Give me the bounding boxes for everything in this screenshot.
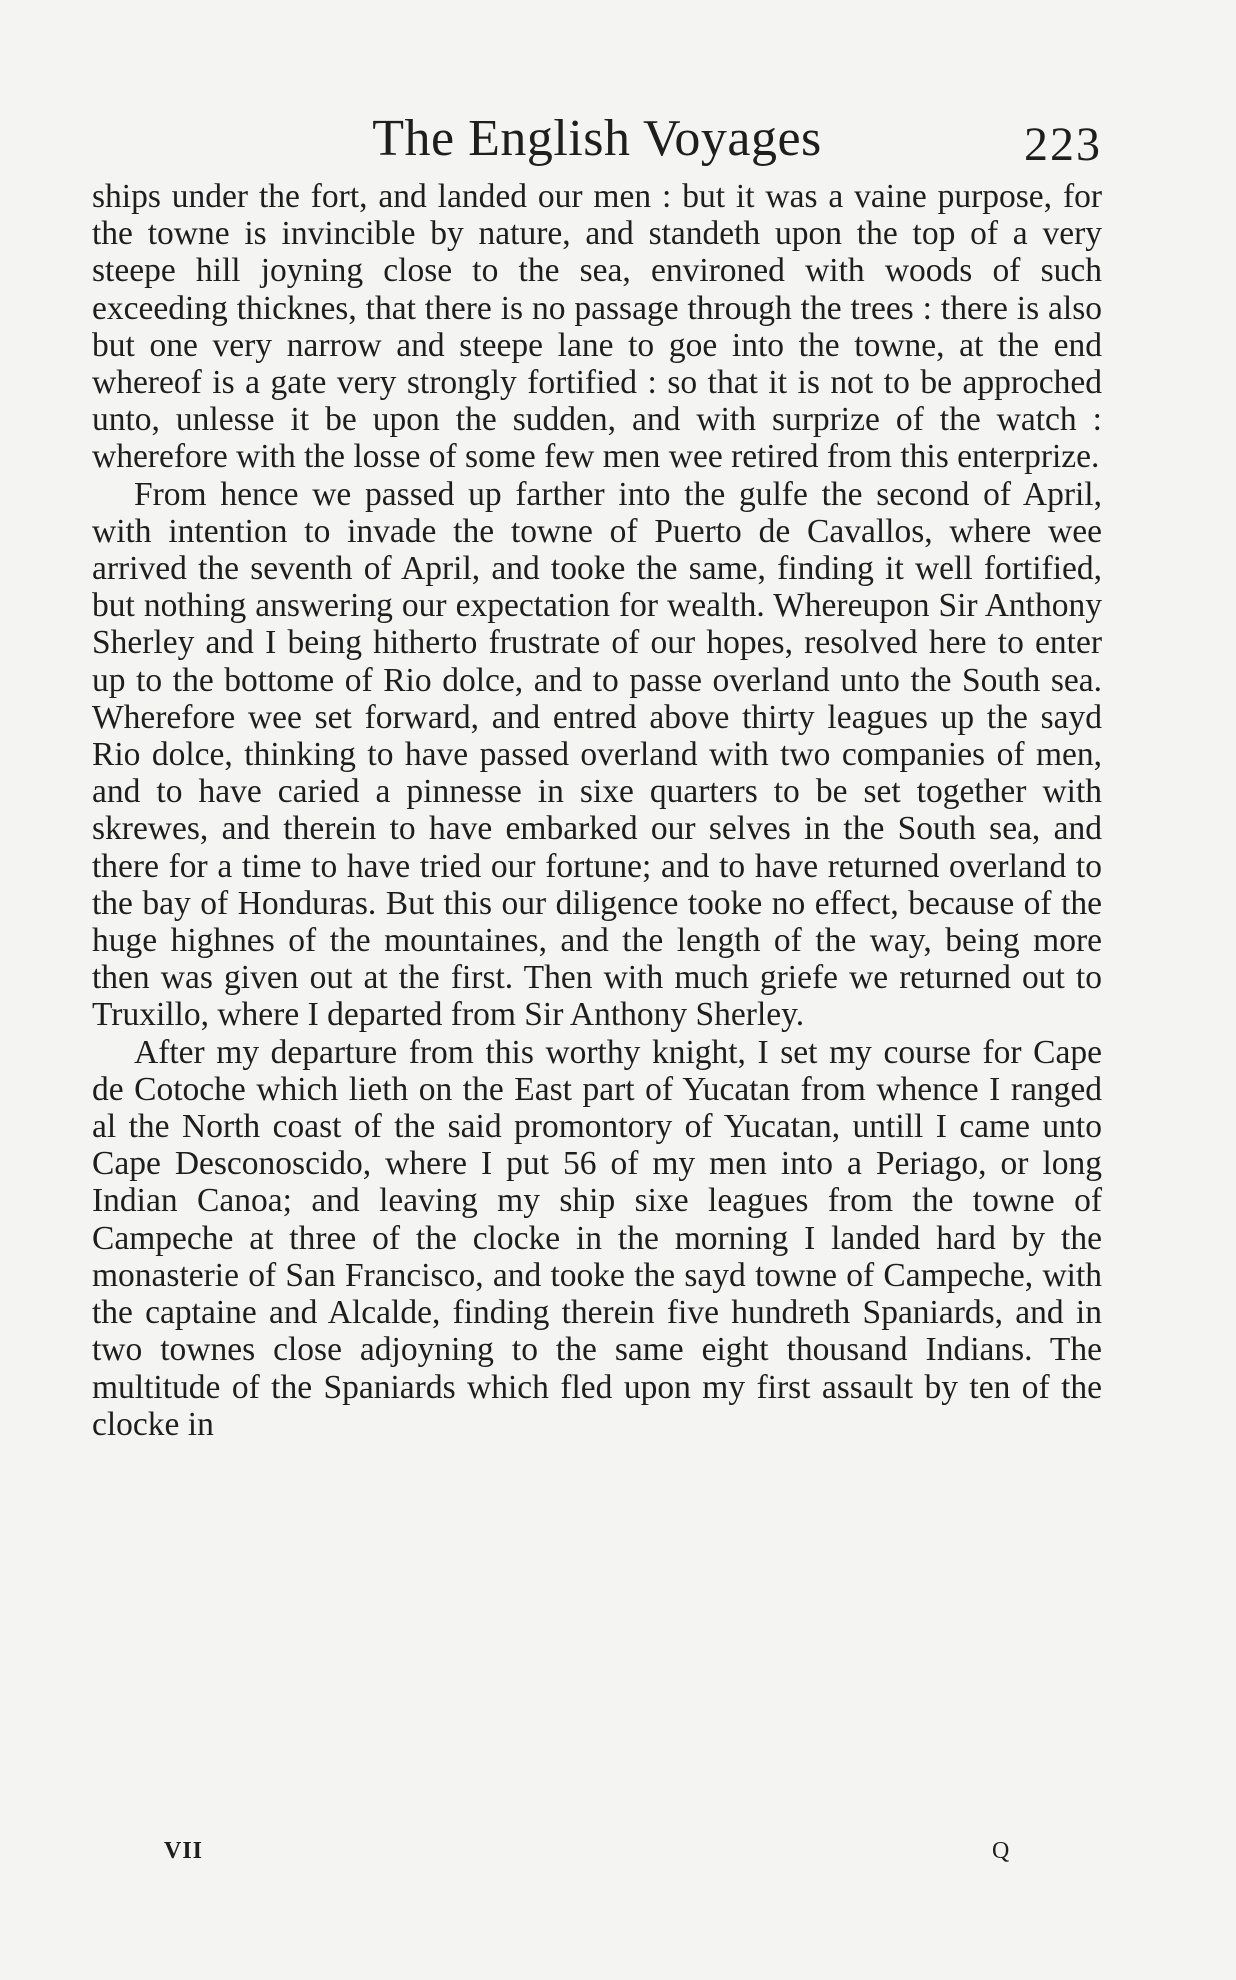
paragraph-campeche: After my departure from this worthy knight, I set my course for Cape de Cotoche which lieth on the East part of Yucatan from whence I ranged al the North coast of the said promontory of Yucatan, untill I came unto Cape Desconoscido, where I put 56 of my men into a Periago, or long Indian Canoa; and leaving my ship sixe leagues from the towne of Campeche at three of the clocke in the morning I landed hard by the monasterie of San Francisco, and tooke the sayd towne of Campeche, with the captaine and Alcalde, finding therein five hundreth Spaniards, and in two townes close adjoyning to the same eight thousand Indians. The multitude of the Spaniards which fled upon my first assault by ten of the clocke in [92,1033,1102,1443]
volume-signature: VII [164,1838,204,1864]
body-text [92,178,1102,1443]
gathering-signature: Q [992,1838,1010,1864]
page-footer [92,1838,1102,1878]
page-number: 223 [1024,118,1102,171]
running-head [92,104,1102,174]
paragraph-continuation: ships under the fort, and landed our men : but it was a vaine purpose, for the towne is invincible by nature, and standeth upon the top of a very steepe hill joyning close to the sea, environed with woods of such exceeding thicknes, that there is no passage through the trees : there is also but one very narrow and steepe lane to goe into the towne, at the end whereof is a gate very strongly fortified : so that it is not to be approched unto, unlesse it be upon the sudden, and with surprize of the watch : wherefore with the losse of some few men wee retired from this enterprize. [92,178,1102,476]
paragraph-gulfe: From hence we passed up farther into the gulfe the second of April, with intention to invade the towne of Puerto de Cavallos, where wee arrived the seventh of April, and tooke the same, finding it well fortified, but nothing answering our expectation for wealth. Whereupon Sir Anthony Sherley and I being hitherto frustrate of our hopes, resolved here to enter up to the bottome of Rio dolce, and to passe overland unto the South sea. Wherefore wee set forward, and entred above thirty leagues up the sayd Rio dolce, thinking to have passed overland with two companies of men, and to have caried a pinnesse in sixe quarters to be set together with skrewes, and therein to have embarked our selves in the South sea, and there for a time to have tried our fortune; and to have returned overland to the bay of Honduras. But this our diligence tooke no effect, because of the huge highnes of the mountaines, and the length of the way, being more then was given out at the first. Then with much griefe we returned out to Truxillo, where I departed from Sir Anthony Sherley. [92,475,1102,1034]
page-title: The English Voyages [372,110,822,167]
